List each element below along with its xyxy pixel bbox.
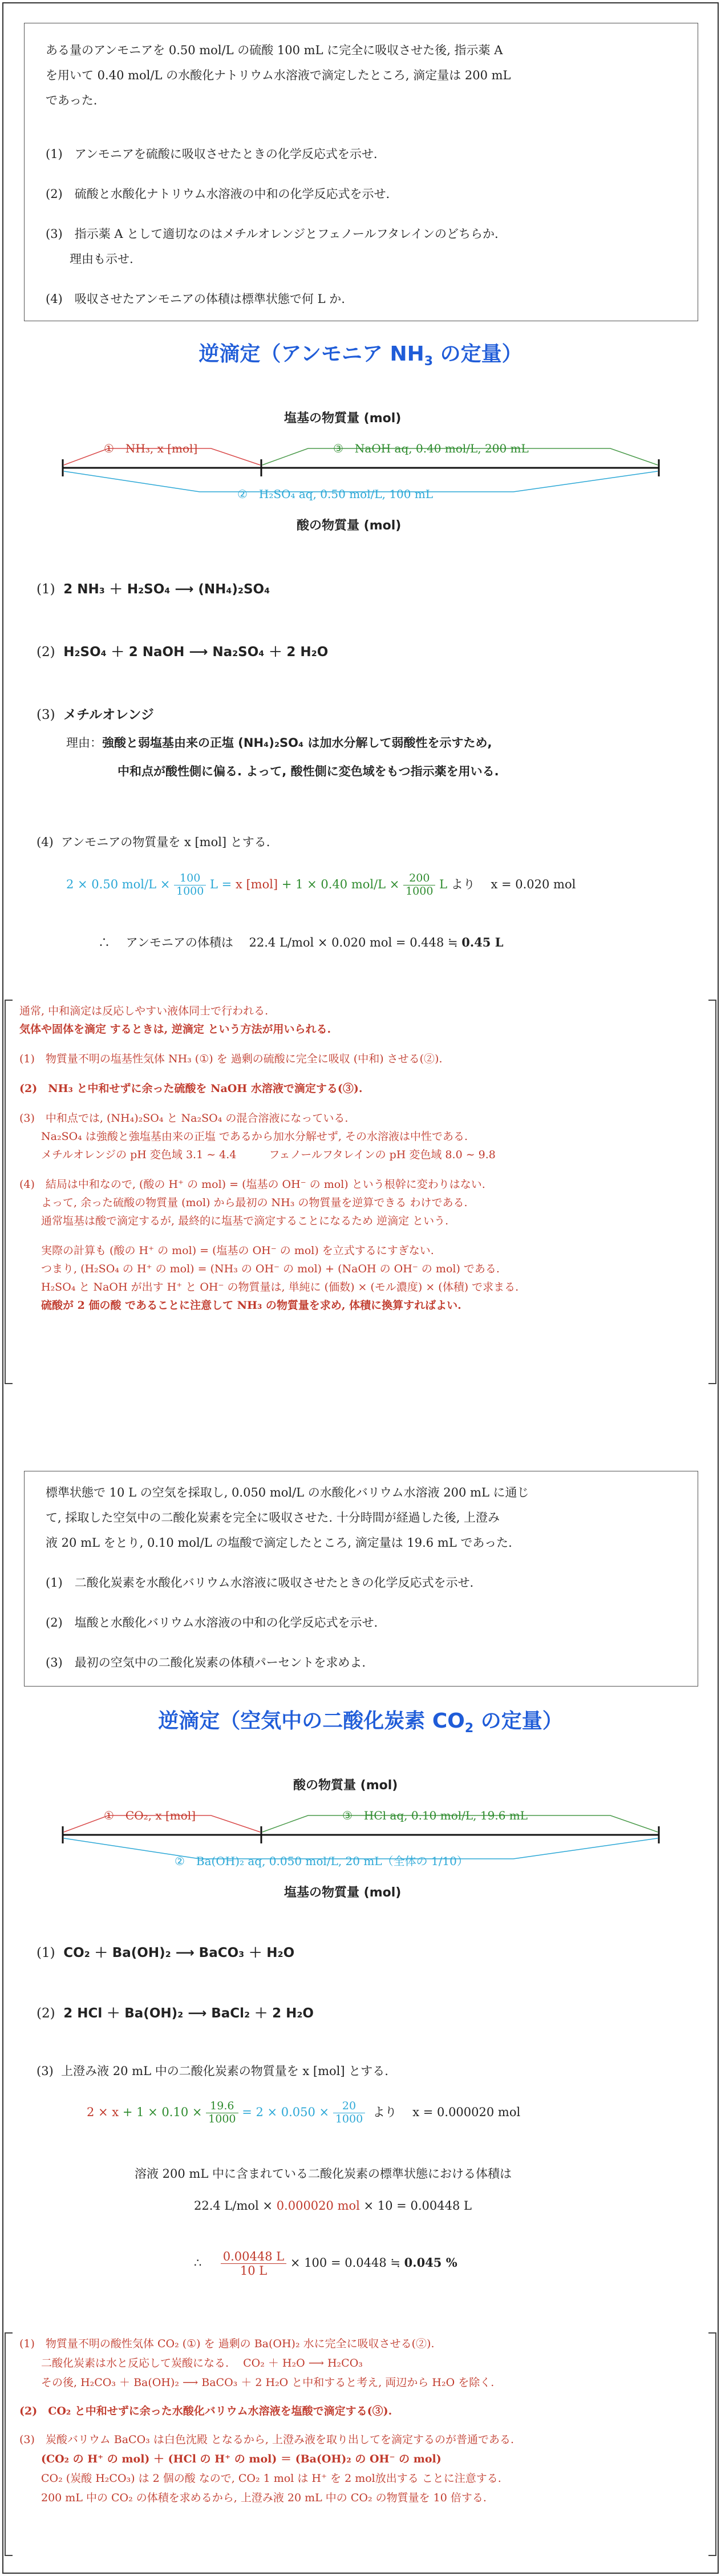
explain2-line-5: (3) 炭酸バリウム BaCO₃ は白色沈殿 となるから, 上澄み液を取り出してを滴定するのが普通である. — [19, 2433, 514, 2446]
explain1-line-13: H₂SO₄ と NaOH が出す H⁺ と OH⁻ の物質量は, 単純に (価数) × (モル濃度) × (体積) で求まる. — [19, 1281, 519, 1293]
answer2-3-percent: ∴ $\frac{0.00448 L}{10 L}$ × 100 = 0.0448 ≒ 0.045 % — [194, 2249, 457, 2278]
problem1-intro-3: であった. — [46, 94, 98, 107]
answer1-4-volume: ∴ アンモニアの体積は 22.4 L/mol × 0.020 mol = 0.448 ≒ 0.45 L — [98, 935, 504, 949]
problem2-question-2: (2) 塩酸と水酸化バリウム水溶液の中和の化学反応式を示せ. — [46, 1616, 378, 1629]
answer1-3-reason-1: 理由：強酸と弱塩基由来の正塩 (NH₄)₂SO₄ は加水分解して弱酸性を示すため, — [66, 736, 492, 750]
diagram2-seg1-label: ① CO₂, x [mol] — [104, 1809, 196, 1822]
answer1-4-intro: (4) アンモニアの物質量を x [mol] とする. — [37, 835, 270, 849]
explain2-line-8: 200 mL 中の CO₂ の体積を求めるから, 上澄み液 20 mL 中の CO₂ の物質量を 10 倍する. — [19, 2492, 487, 2504]
problem1-intro-1: ある量のアンモニアを 0.50 mol/L の硫酸 100 mL に完全に吸収させた後, 指示薬 A — [46, 43, 503, 57]
diagram1-seg2-label: ② H₂SO₄ aq, 0.50 mol/L, 100 mL — [237, 487, 434, 501]
explain1-line-11: 実際の計算も (酸の H⁺ の mol) = (塩基の OH⁻ の mol) を立式するにすぎない. — [19, 1244, 434, 1257]
explain2-line-7: CO₂ (炭酸 H₂CO₃) は 2 個の酸 なので, CO₂ 1 mol は H⁺ を 2 mol放出する ことに注意する. — [19, 2472, 501, 2485]
explain1-line-1: 通常, 中和滴定は反応しやすい液体同士で行われる. — [19, 1005, 269, 1017]
answer2-3-intro: (3) 上澄み液 20 mL 中の二酸化炭素の物質量を x [mol] とする. — [37, 2064, 388, 2078]
answer2-3-equation: 2 × x + 1 × 0.10 × $\frac{19.6}{1000}$ = 2 × 0.050 × $\frac{20}{1000}$ より x = 0.000020 mol — [87, 2100, 521, 2125]
problem1-question-3: (3) 指示薬 A として適切なのはメチルオレンジとフェノールフタレインのどちらか. — [46, 227, 499, 241]
answer1-4-equation: 2 × 0.50 mol/L × $\frac{100}{1000}$ L = x [mol] + 1 × 0.40 mol/L × $\frac{200}{1000}$ L より x = 0.020 mol — [66, 872, 576, 897]
diagram1-seg1-label: ① NH₃, x [mol] — [104, 442, 198, 455]
diagram1-seg3-label: ③ NaOH aq, 0.40 mol/L, 200 mL — [333, 442, 529, 455]
problem1-question-3b: 理由も示せ. — [46, 252, 133, 266]
section1-title: 逆滴定（アンモニア $NH_3$ の定量） — [199, 342, 522, 369]
explain2-line-6: (CO₂ の H⁺ の mol) ＋ (HCl の H⁺ の mol) ＝ (Ba(OH)₂ の OH⁻ の mol) — [19, 2453, 441, 2465]
diagram1-bottom-label: 酸の物質量 (mol) — [297, 519, 402, 533]
problem2-question-1: (1) 二酸化炭素を水酸化バリウム水溶液に吸収させたときの化学反応式を示せ. — [46, 1576, 474, 1590]
section2-title: 逆滴定（空気中の二酸化炭素 $CO_2$ の定量） — [158, 1709, 563, 1736]
explain1-line-12: つまり, (H₂SO₄ の H⁺ の mol) = (NH₃ の OH⁻ の mol) + (NaOH の OH⁻ の mol) である. — [19, 1263, 500, 1275]
diagram2-top-label: 酸の物質量 (mol) — [293, 1778, 398, 1793]
problem2-question-3: (3) 最初の空気中の二酸化炭素の体積パーセントを求めよ. — [46, 1656, 366, 1669]
problem2-intro-1: 標準状態で 10 L の空気を採取し, 0.050 mol/L の水酸化バリウム水溶液 200 mL に通じ — [46, 1486, 529, 1499]
explain1-bracket-left — [5, 1000, 13, 1384]
explain2-bracket-right — [708, 2332, 716, 2556]
answer2-3-volume-intro: 溶液 200 mL 中に含まれている二酸化炭素の標準状態における体積は — [135, 2167, 512, 2181]
problem1-question-2: (2) 硫酸と水酸化ナトリウム水溶液の中和の化学反応式を示せ. — [46, 187, 390, 201]
problem1-question-4: (4) 吸収させたアンモニアの体積は標準状態で何 L か. — [46, 292, 345, 306]
explain1-line-7: メチルオレンジの pH 変色域 3.1 ∼ 4.4 フェノールフタレインの pH 変色域 8.0 ∼ 9.8 — [19, 1149, 496, 1161]
explain2-line-2: 二酸化炭素は水と反応して炭酸になる. CO₂ ＋ H₂O ⟶ H₂CO₃ — [19, 2357, 363, 2369]
diagram2-seg2-label: ② Ba(OH)₂ aq, 0.050 mol/L, 20 mL（全体の 1/10） — [175, 1854, 468, 1868]
answer1-3: (3) メチルオレンジ — [37, 707, 154, 722]
answer1-2: (2) H₂SO₄ ＋ 2 NaOH ⟶ Na₂SO₄ ＋ 2 H₂O — [37, 645, 329, 660]
explain1-line-2: 気体や固体を滴定 するときは, 逆滴定 という方法が用いられる. — [19, 1023, 331, 1036]
problem1-intro-2: を用いて 0.40 mol/L の水酸化ナトリウム水溶液で滴定したところ, 滴定量は 200 mL — [46, 68, 511, 82]
diagram1-top-label: 塩基の物質量 (mol) — [284, 411, 402, 426]
explain1-line-4: (2) NH₃ と中和せずに余った硫酸を NaOH 水溶液で滴定する(③). — [19, 1082, 363, 1095]
answer2-3-volume: 22.4 L/mol × 0.000020 mol × 10 = 0.00448 L — [194, 2199, 472, 2213]
explain2-line-3: その後, H₂CO₃ ＋ Ba(OH)₂ ⟶ BaCO₃ ＋ 2 H₂O と中和すると考え, 両辺から H₂O を除く. — [19, 2376, 495, 2389]
explain1-line-8: (4) 結局は中和なので, (酸の H⁺ の mol) = (塩基の OH⁻ の mol) という根幹に変わりはない. — [19, 1178, 485, 1191]
answer2-1: (1) CO₂ ＋ Ba(OH)₂ ⟶ BaCO₃ ＋ H₂O — [37, 1946, 295, 1960]
diagram2-seg3-label: ③ HCl aq, 0.10 mol/L, 19.6 mL — [342, 1809, 528, 1822]
explain2-line-4: (2) CO₂ と中和せずに余った水酸化バリウム水溶液を塩酸で滴定する(③). — [19, 2405, 392, 2417]
explain1-line-14: 硫酸が 2 価の酸 であることに注意して NH₃ の物質量を求め, 体積に換算すればよい. — [19, 1299, 461, 1312]
explain1-line-5: (3) 中和点では, (NH₄)₂SO₄ と Na₂SO₄ の混合溶液になっている. — [19, 1112, 349, 1125]
explain1-line-6: Na₂SO₄ は強酸と強塩基由来の正塩 であるから加水分解せず, その水溶液は中性である. — [19, 1130, 468, 1143]
explain2-bracket-left — [5, 2332, 13, 2556]
answer1-3-reason-2: 中和点が酸性側に偏る. よって, 酸性側に変色域をもつ指示薬を用いる. — [118, 765, 499, 778]
problem2-intro-2: て, 採取した空気中の二酸化炭素を完全に吸収させた. 十分時間が経過した後, 上澄み — [46, 1511, 500, 1524]
problem1-question-1: (1) アンモニアを硫酸に吸収させたときの化学反応式を示せ. — [46, 147, 378, 161]
answer2-2: (2) 2 HCl ＋ Ba(OH)₂ ⟶ BaCl₂ ＋ 2 H₂O — [37, 2006, 314, 2021]
explain1-bracket-right — [708, 1000, 716, 1384]
explain1-line-10: 通常塩基は酸で滴定するが, 最終的に塩基で滴定することになるため 逆滴定 という. — [19, 1215, 449, 1227]
explain1-line-9: よって, 余った硫酸の物質量 (mol) から最初の NH₃ の物質量を逆算できる わけである. — [19, 1196, 468, 1209]
explain1-line-3: (1) 物質量不明の塩基性気体 NH₃ (①) を 過剰の硫酸に完全に吸収 (中和) させる(②). — [19, 1053, 443, 1065]
problem2-intro-3: 液 20 mL をとり, 0.10 mol/L の塩酸で滴定したところ, 滴定量は 19.6 mL であった. — [46, 1536, 512, 1550]
answer1-1: (1) 2 NH₃ ＋ H₂SO₄ ⟶ (NH₄)₂SO₄ — [37, 582, 270, 597]
diagram2-bottom-label: 塩基の物質量 (mol) — [284, 1886, 402, 1900]
explain2-line-1: (1) 物質量不明の酸性気体 CO₂ (①) を 過剰の Ba(OH)₂ 水に完全に吸収させる(②). — [19, 2338, 435, 2350]
